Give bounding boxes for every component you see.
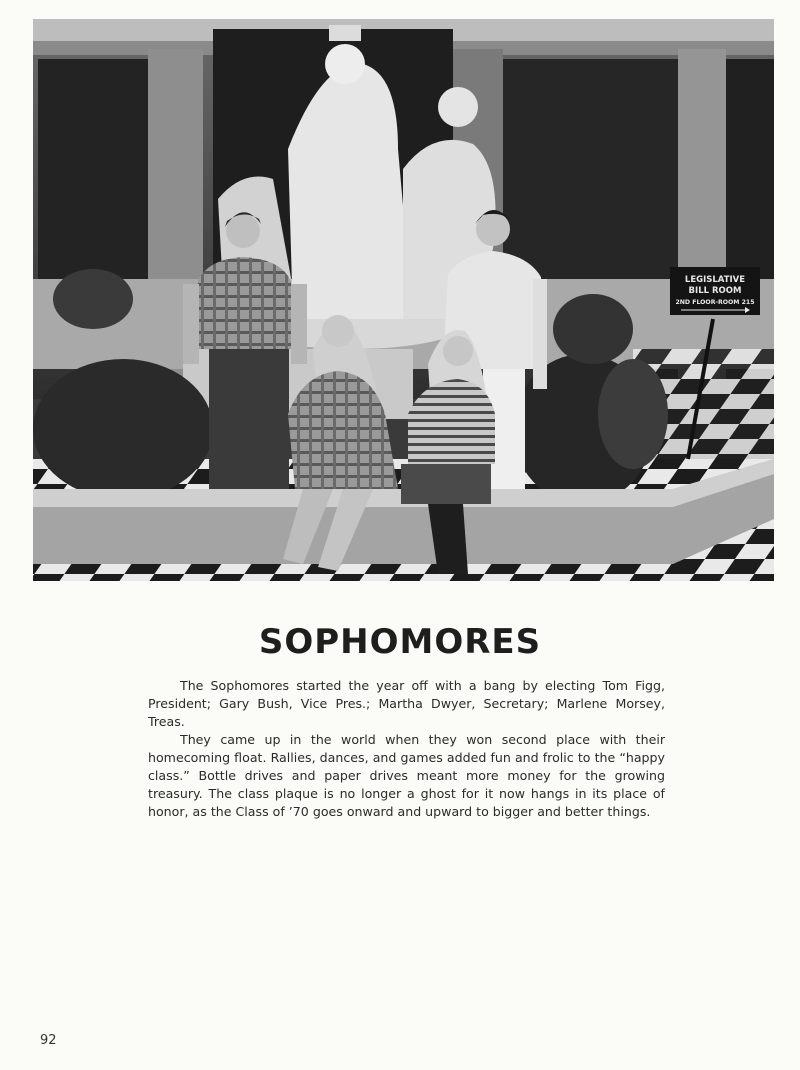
photo-illustration	[33, 19, 774, 581]
sign-line-1: LEGISLATIVE	[684, 275, 746, 285]
sign-line-3: 2ND FLOOR-ROOM 215	[675, 299, 755, 306]
article-body	[148, 677, 665, 821]
page-number: 92	[40, 1033, 57, 1048]
paragraph-1: The Sophomores started the year off with a bang by electing Tom Figg, President; Gary Bush, Vice Pres.; Martha Dwyer, Secretary; Marlene Morsey, Treas.	[148, 678, 665, 729]
sign-line-2: BILL ROOM	[688, 286, 742, 296]
paragraph-2: They came up in the world when they won second place with their homecoming float. Rallies, dances, and games added fun and frolic to the “happy class.” Bottle drives and paper drives meant more money for the growing treasury. The class plaque is no longer a ghost for it now hangs in its place of honor, as the Class of ’70 goes onward and upward to bigger and better things.	[148, 732, 665, 819]
page-heading: SOPHOMORES	[258, 622, 542, 662]
group-photo	[33, 19, 774, 581]
